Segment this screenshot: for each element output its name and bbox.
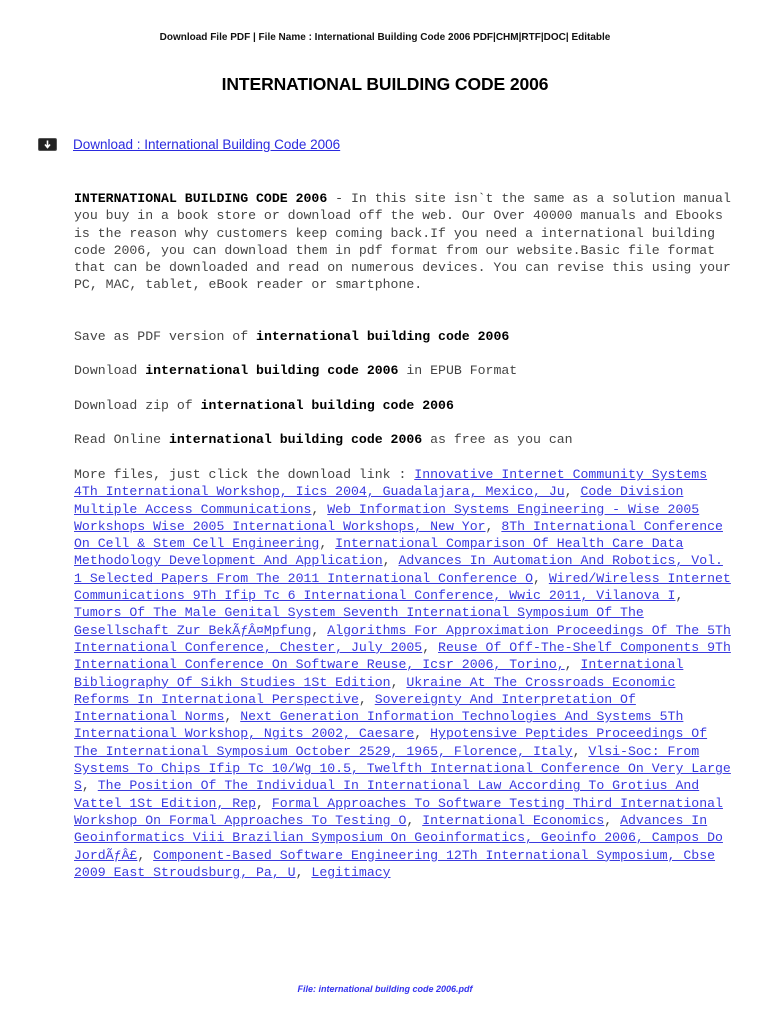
- download-epub-line: [74, 362, 734, 379]
- related-link[interactable]: Algorithms For Approximation Proceedings Of The 5Th International Conference, Chester, July 2005: [74, 622, 731, 655]
- related-link[interactable]: Wired/Wireless Internet Communications 9Th Ifip Tc 6 International Conference, Wwic 2011, Vilanova I: [74, 570, 731, 604]
- download-link[interactable]: Download : International Building Code 2006: [73, 137, 341, 152]
- save-pdf-line: [74, 328, 734, 345]
- more-files-prefix: More files, just click the download link :: [74, 467, 415, 482]
- read-online-line: [74, 431, 734, 448]
- related-link[interactable]: Vlsi-Soc: From Systems To Chips Ifip Tc 10/Wg 10.5, Twelfth International Conference On Very Large S: [74, 743, 731, 794]
- related-link[interactable]: Legitimacy: [311, 864, 391, 880]
- related-link[interactable]: Hypotensive Peptides Proceedings Of The International Symposium October 2529, 1965, Florence, Italy: [74, 726, 708, 759]
- related-link[interactable]: The Position Of The Individual In International Law According To Grotius And Vattel 1St Edition, Rep: [74, 778, 700, 811]
- related-link[interactable]: Innovative Internet Community Systems 4Th International Workshop, Iics 2004, Guadalajara, Mexico, Ju: [74, 467, 708, 500]
- related-link[interactable]: Advances In Geoinformatics Viii Brazilian Symposium On Geoinformatics, Geoinfo 2006, Campos Do JordÃƒÂ£: [74, 812, 723, 863]
- related-link[interactable]: Tumors Of The Male Genital System Seventh International Symposium Of The Gesellschaft Zur BekÃƒÂ¤Mpfung: [74, 605, 644, 638]
- related-link[interactable]: 8Th International Conference On Cell & Stem Cell Engineering: [74, 518, 723, 552]
- related-link[interactable]: International Comparison Of Health Care Data Methodology Development And Application: [74, 536, 684, 569]
- page-header: Download File PDF | File Name : International Building Code 2006 PDF|CHM|RTF|DOC| Editable: [159, 32, 611, 43]
- line-bold: international building code 2006: [168, 432, 423, 447]
- line-text: Read Online: [74, 432, 169, 447]
- related-link[interactable]: Reuse Of Off-The-Shelf Components 9Th International Conference On Software Reuse, Icsr 2006, Torino,: [74, 639, 731, 673]
- intro-text: - In this site isn`t the same as a solution manual you buy in a book store or download off the web. Our Over 40000 manuals and Ebooks is the reason why customers keep coming back.If you need a international building code 2006, you can download them in pdf format from our website.Basic file format that can be downloaded and read on numerous devices. You can revise this using your PC, MAC, tablet, eBook reader or smartphone.: [74, 191, 731, 293]
- line-bold: international building code 2006: [256, 329, 510, 344]
- related-link[interactable]: Next Generation Information Technologies And Systems 5Th International Workshop, Ngits 2002, Caesare: [74, 709, 684, 742]
- related-link[interactable]: Component-Based Software Engineering 12Th International Symposium, Cbse 2009 East Stroudsburg, Pa, U: [74, 847, 716, 880]
- line-bold: international building code 2006: [145, 363, 399, 378]
- download-row: [38, 137, 340, 152]
- page-title: INTERNATIONAL BUILDING CODE 2006: [221, 74, 549, 94]
- more-files-paragraph: More files, just click the download link : Innovative Internet Community Systems 4Th International Workshop, Iics 2004, Guadalajara, Mexico, Ju, Code Division Multiple Access Communications, Web Information Systems Engineering - Wise 2005 Workshops Wise 2005 International Workshops, New Yor, 8Th International Conference On Cell & Stem Cell Engineering, International Comparison Of Health Care Data Methodology Development And Application, Advances In Automation And Robotics, Vol. 1 Selected Papers From The 2011 International Conference O, Wired/Wireless Internet Communications 9Th Ifip Tc 6 International Conference, Wwic 2011, Vilanova I, Tumors Of The Male Genital System Seventh International Symposium Of The Gesellschaft Zur BekÃƒÂ¤Mpfung, Algorithms For Approximation Proceedings Of The 5Th International Conference, Chester, July 2005, Reuse Of Off-The-Shelf Components 9Th International Conference On Software Reuse, Icsr 2006, Torino,, International Bibliography Of Sikh Studies 1St Edition, Ukraine At The Crossroads Economic Reforms In International Perspective, Sovereignty And Interpretation Of International Norms, Next Generation Information Technologies And Systems 5Th International Workshop, Ngits 2002, Caesare, Hypotensive Peptides Proceedings Of The International Symposium October 2529, 1965, Florence, Italy, Vlsi-Soc: From Systems To Chips Ifip Tc 10/Wg 10.5, Twelfth International Conference On Very Large S, The Position Of The Individual In International Law According To Grotius And Vattel 1St Edition, Rep, Formal Approaches To Software Testing Third International Workshop On Formal Approaches To Testing O, International Economics, Advances In Geoinformatics Viii Brazilian Symposium On Geoinformatics, Geoinfo 2006, Campos Do JordÃƒÂ£, Component-Based Software Engineering 12Th International Symposium, Cbse 2009 East Stroudsburg, Pa, U, Legitimacy: [74, 467, 731, 880]
- related-link[interactable]: Sovereignty And Interpretation Of International Norms: [74, 691, 636, 725]
- line-text: as free as you can: [422, 432, 573, 447]
- line-bold: international building code 2006: [200, 398, 454, 413]
- line-text: Save as PDF version of: [74, 329, 257, 344]
- intro-paragraph: [74, 190, 734, 294]
- line-text: in EPUB Format: [398, 363, 518, 378]
- download-arrow-icon[interactable]: [38, 138, 57, 151]
- line-text: Download zip of: [74, 398, 201, 413]
- related-link[interactable]: International Economics: [422, 812, 605, 828]
- line-text: Download: [74, 363, 146, 378]
- download-zip-line: [74, 397, 734, 414]
- footer-filename: File: international building code 2006.pdf: [297, 984, 473, 994]
- related-link[interactable]: Web Information Systems Engineering - Wise 2005 Workshops Wise 2005 International Workshops, New Yor: [74, 501, 700, 534]
- related-link[interactable]: Formal Approaches To Software Testing Third International Workshop On Formal Approaches To Testing O: [74, 795, 723, 828]
- related-link[interactable]: Advances In Automation And Robotics, Vol. 1 Selected Papers From The 2011 International Conference O: [74, 553, 723, 586]
- related-link[interactable]: Code Division Multiple Access Communications: [74, 484, 684, 517]
- related-link[interactable]: International Bibliography Of Sikh Studies 1St Edition: [74, 657, 684, 690]
- intro-title: INTERNATIONAL BUILDING CODE 2006: [74, 191, 328, 206]
- related-link[interactable]: Ukraine At The Crossroads Economic Reforms In International Perspective: [74, 674, 676, 707]
